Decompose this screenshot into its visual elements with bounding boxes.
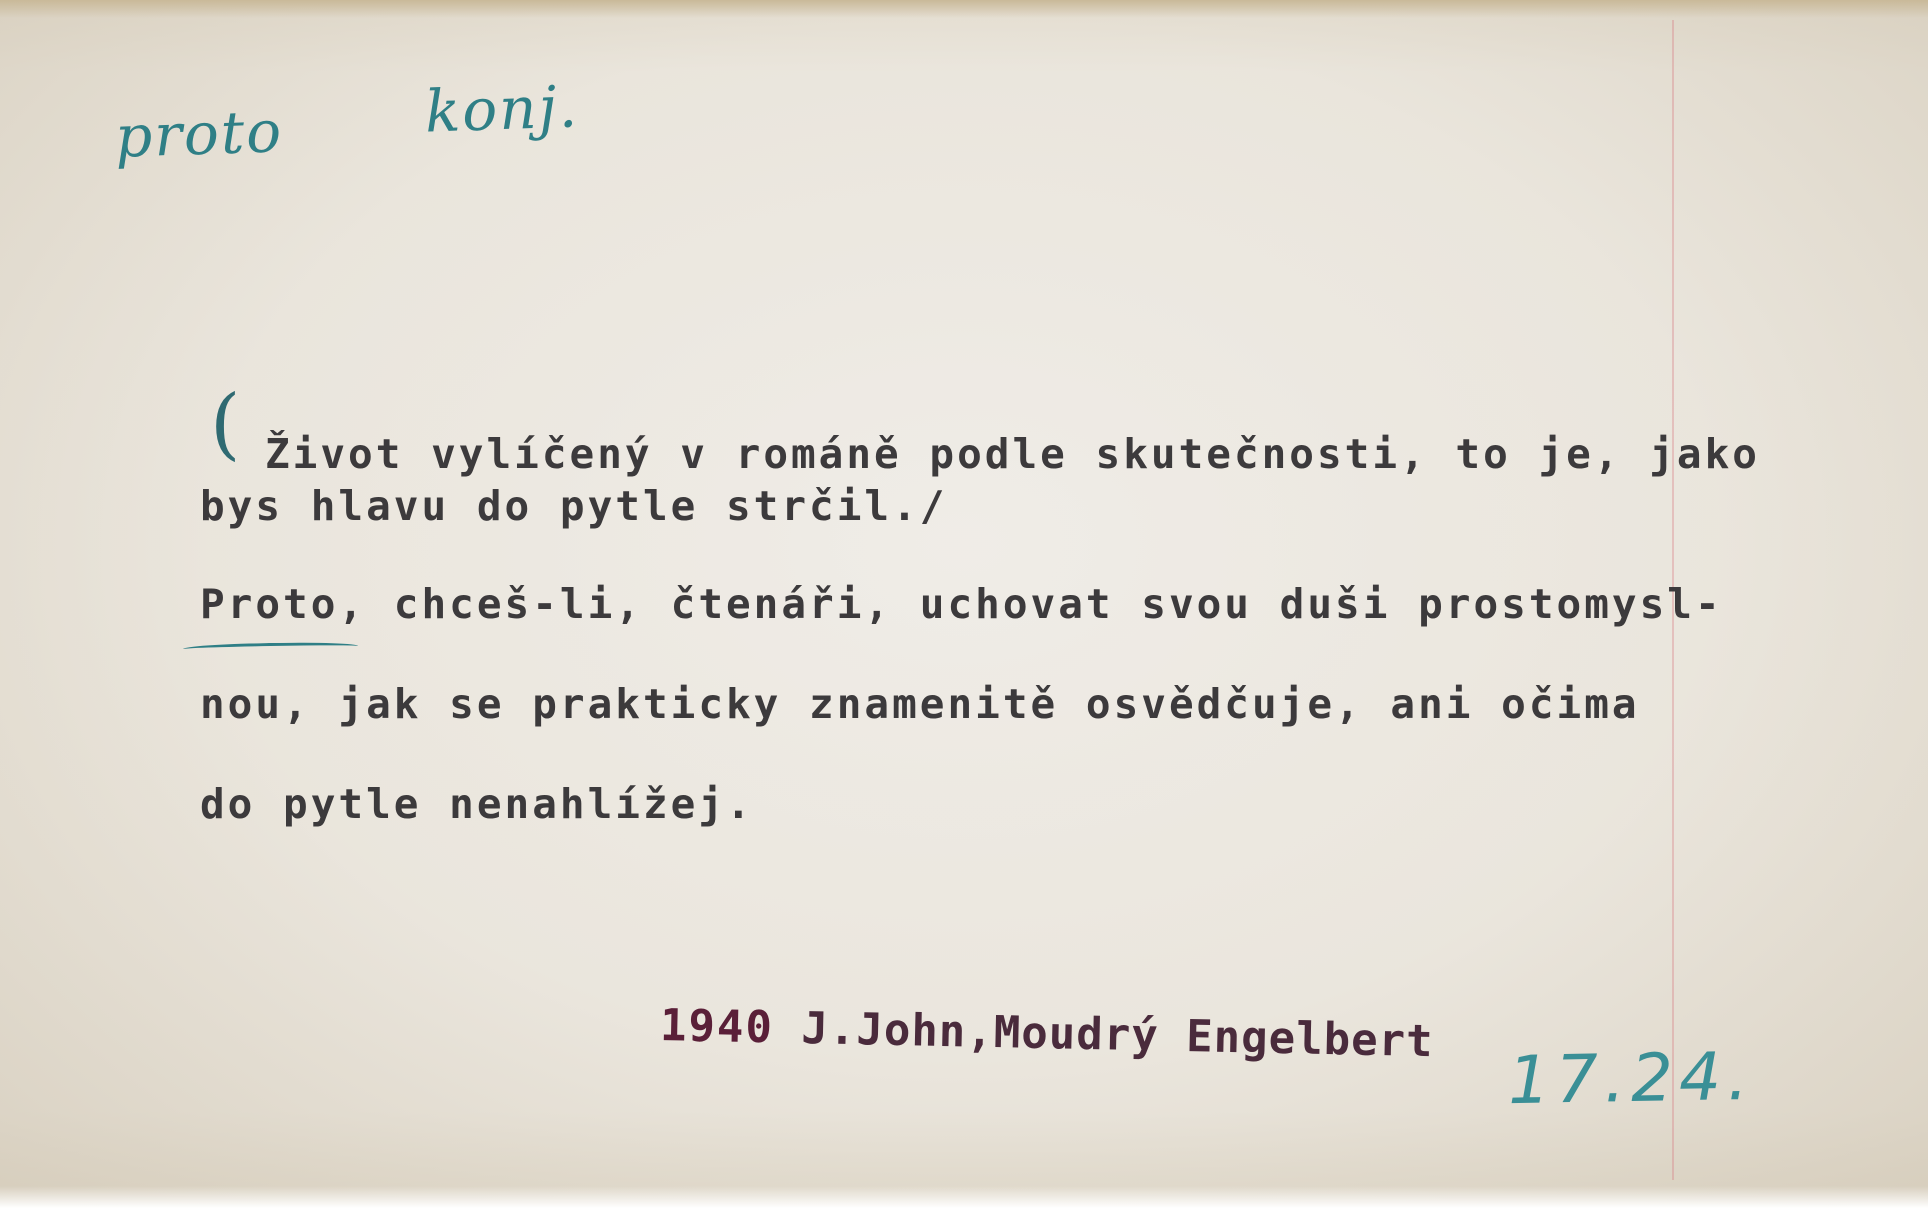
handwritten-opening-parenthesis: ( (210, 379, 241, 469)
handwritten-reference-number: 17.24. (1507, 1037, 1755, 1120)
quote-line-5: do pytle nenahlížej. (200, 780, 754, 828)
handwritten-note-word-2: konj. (423, 72, 580, 146)
source-year: 1940 (659, 1000, 775, 1054)
source-author-title: J.John,Moudrý Engelbert (800, 1002, 1435, 1068)
quote-line-4: nou, jak se prakticky znamenitě osvědčuje, ani očima (200, 680, 1640, 728)
handwritten-note-word-1: proto (113, 97, 285, 171)
quote-line-3: Proto, chceš-li, čtenáři, uchovat svou duši prostomysl- (200, 580, 1723, 628)
quote-line-2: bys hlavu do pytle strčil./ (200, 482, 948, 530)
quote-line-1: Život vylíčený v románě podle skutečnosti, to je, jako (265, 430, 1760, 478)
handwritten-underline (183, 641, 358, 653)
source-citation (659, 1000, 1434, 1067)
